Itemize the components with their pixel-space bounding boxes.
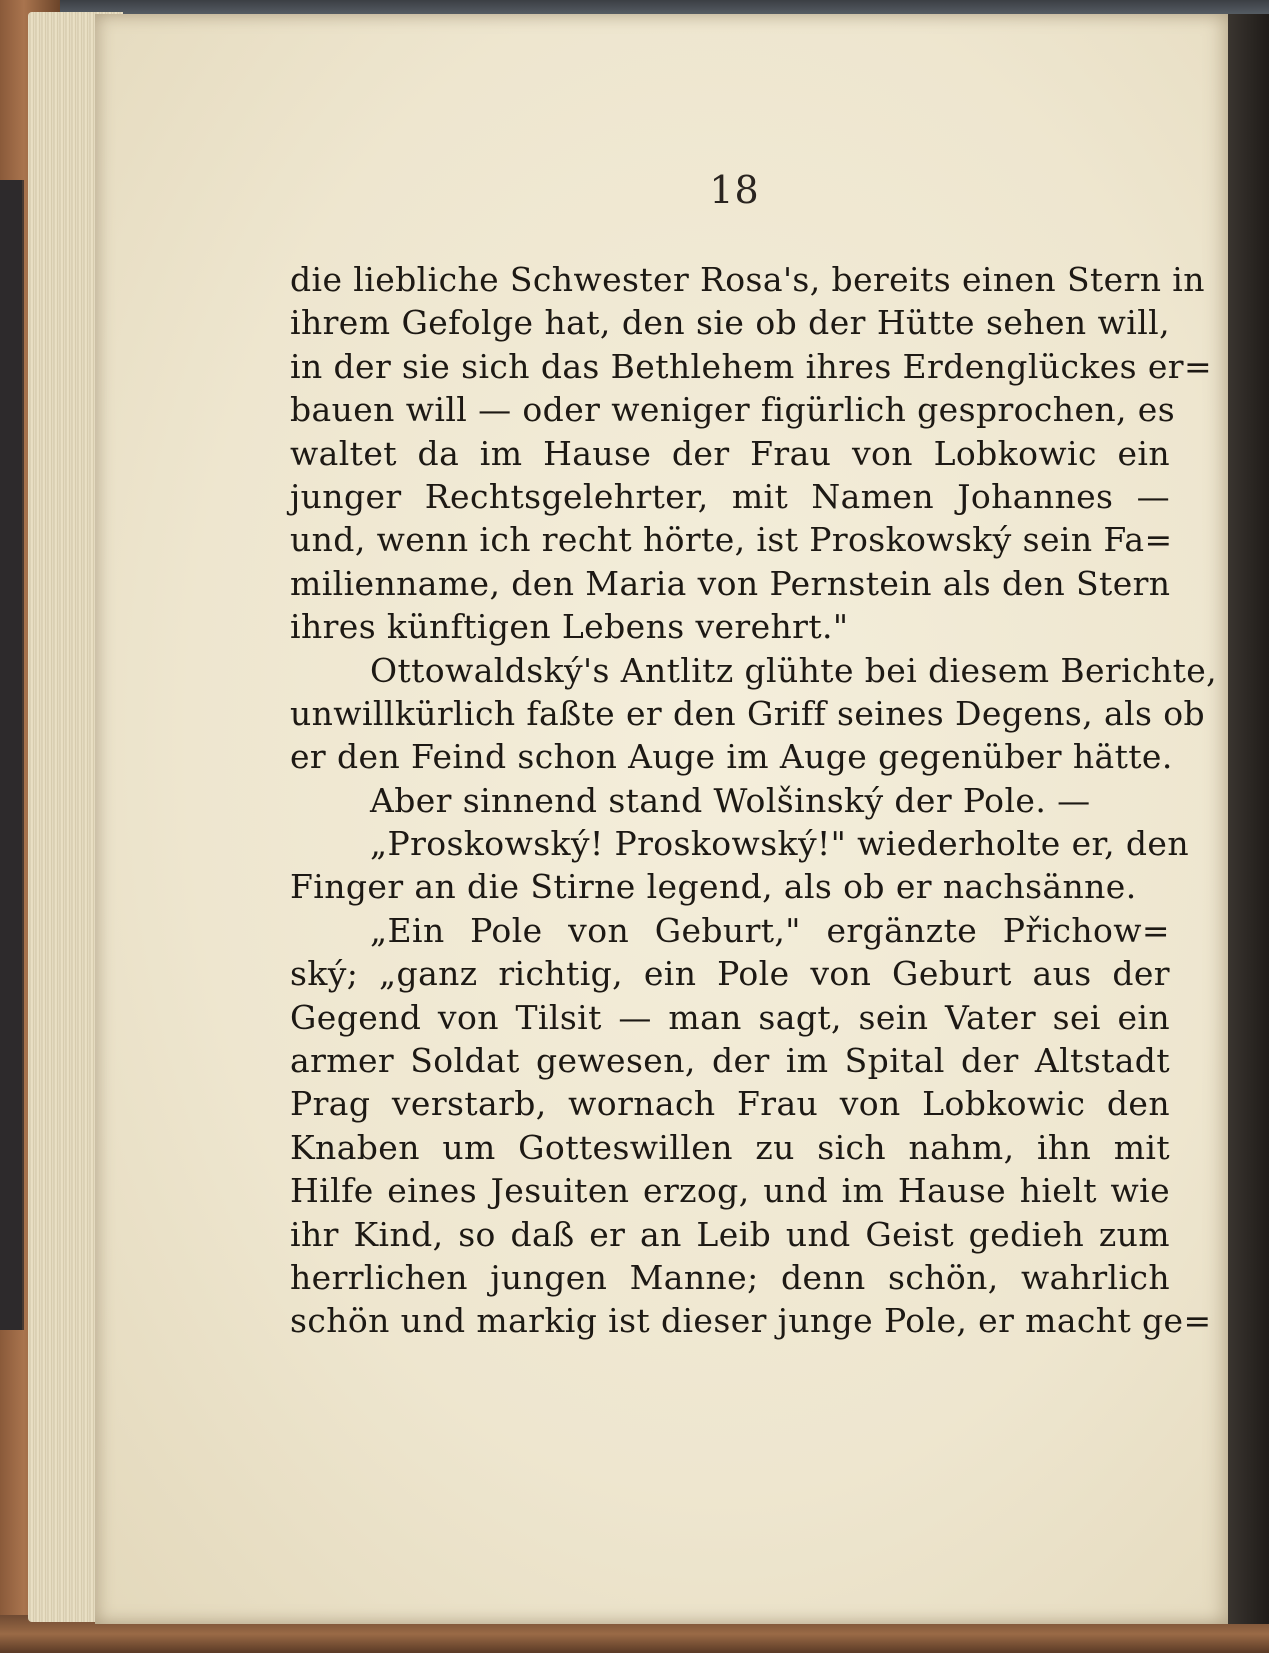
text-line: Ottowaldský's Antlitz glühte bei diesem Berichte, — [370, 650, 1218, 690]
text-line: Knaben um Gotteswillen zu sich nahm, ihn mit — [290, 1127, 1170, 1167]
text-line: herrlichen jungen Manne; denn schön, wahrlich — [290, 1257, 1170, 1297]
page-number: 18 — [709, 168, 760, 212]
text-line: junger Rechtsgelehrter, mit Namen Johannes — — [290, 476, 1170, 516]
text-line: ský; „ganz richtig, ein Pole von Geburt aus der — [290, 954, 1170, 994]
text-line: schön und markig ist dieser junge Pole, er macht ge= — [290, 1301, 1212, 1341]
text-line: „Proskowský! Proskowský!" wiederholte er, den — [370, 824, 1189, 864]
text-line: und, wenn ich recht hörte, ist Proskowský sein Fa= — [290, 520, 1173, 560]
text-line: „Ein Pole von Geburt," ergänzte Přichow= — [370, 910, 1170, 950]
text-line: unwillkürlich faßte er den Griff seines Degens, als ob — [290, 693, 1206, 733]
text-line: ihrem Gefolge hat, den sie ob der Hütte sehen will, — [290, 303, 1170, 343]
text-line: milienname, den Maria von Pernstein als den Stern — [290, 563, 1171, 603]
text-line: bauen will — oder weniger figürlich gesprochen, es — [290, 390, 1176, 430]
book-gutter — [1228, 14, 1269, 1624]
text-line: Hilfe eines Jesuiten erzog, und im Hause hielt wie — [290, 1171, 1170, 1211]
text-line: ihres künftigen Lebens verehrt." — [290, 607, 849, 647]
text-line: Aber sinnend stand Wolšinský der Pole. — — [370, 780, 1091, 820]
text-line: in der sie sich das Bethlehem ihres Erdenglückes er= — [290, 346, 1213, 386]
text-line: Prag verstarb, wornach Frau von Lobkowic den — [290, 1084, 1170, 1124]
page-text — [290, 258, 1218, 1343]
text-line: Finger an die Stirne legend, als ob er nachsänne. — [290, 867, 1137, 907]
text-line: waltet da im Hause der Frau von Lobkowic ein — [290, 433, 1170, 473]
cover-cloth-strip — [0, 180, 24, 1330]
text-line: ihr Kind, so daß er an Leib und Geist gedieh zum — [290, 1214, 1170, 1254]
text-line: er den Feind schon Auge im Auge gegenüber hätte. — [290, 737, 1173, 777]
text-line: Gegend von Tilsit — man sagt, sein Vater sei ein — [290, 997, 1170, 1037]
text-line: armer Soldat gewesen, der im Spital der Altstadt — [290, 1041, 1170, 1081]
text-line: die liebliche Schwester Rosa's, bereits einen Stern in — [290, 260, 1205, 299]
